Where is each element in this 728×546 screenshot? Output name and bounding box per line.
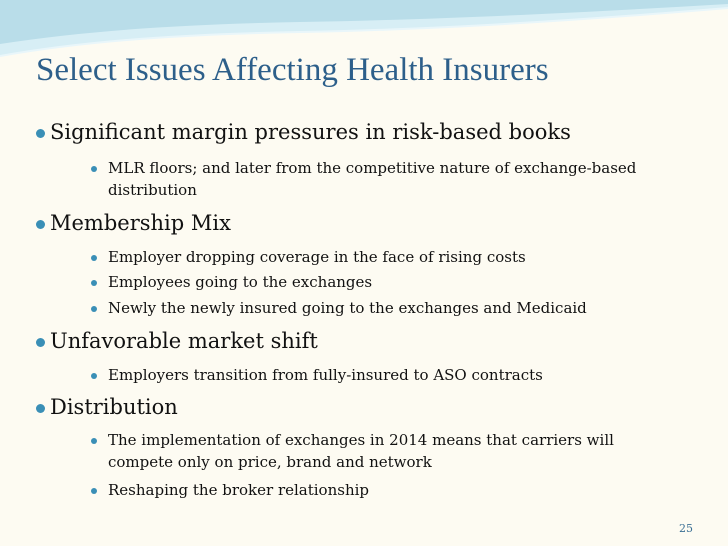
sub-bullet-dot bbox=[91, 488, 97, 494]
sub-bullet-text: MLR floors; and later from the competitive nature of exchange-based distribution bbox=[108, 159, 637, 199]
sub-bullet-dot bbox=[91, 166, 97, 172]
bullet-text: Membership Mix bbox=[50, 211, 231, 235]
bullet-market-shift bbox=[50, 329, 318, 353]
slide-title: Select Issues Affecting Health Insurers bbox=[36, 52, 549, 88]
sub-bullet-broker-relationship bbox=[108, 479, 678, 501]
bullet-text: Distribution bbox=[50, 395, 178, 419]
sub-bullet-text: Employees going to the exchanges bbox=[108, 273, 373, 291]
sub-bullet-text: Employer dropping coverage in the face of rising costs bbox=[108, 248, 526, 266]
sub-bullet-exchanges-2014 bbox=[108, 429, 678, 473]
bullet-dot bbox=[36, 129, 45, 138]
bullet-text: Unfavorable market shift bbox=[50, 329, 318, 353]
bullet-margin-pressures bbox=[50, 120, 571, 144]
bullet-text: Significant margin pressures in risk-based books bbox=[50, 120, 571, 144]
sub-bullet-newly-insured bbox=[108, 297, 678, 319]
sub-bullet-mlr-floors bbox=[108, 157, 678, 201]
page-number: 25 bbox=[679, 522, 693, 535]
bullet-dot bbox=[36, 404, 45, 413]
bullet-distribution bbox=[50, 395, 178, 419]
sub-bullet-dot bbox=[91, 255, 97, 261]
sub-bullet-dot bbox=[91, 373, 97, 379]
sub-bullet-aso-contracts bbox=[108, 364, 678, 386]
sub-bullet-text: Newly the newly insured going to the exchanges and Medicaid bbox=[108, 299, 587, 317]
sub-bullet-employer-dropping bbox=[108, 246, 678, 268]
sub-bullet-text: Reshaping the broker relationship bbox=[108, 481, 370, 499]
sub-bullet-dot bbox=[91, 438, 97, 444]
sub-bullet-text: Employers transition from fully-insured to ASO contracts bbox=[108, 366, 543, 384]
bullet-dot bbox=[36, 338, 45, 347]
bullet-dot bbox=[36, 220, 45, 229]
sub-bullet-dot bbox=[91, 280, 97, 286]
bullet-membership-mix bbox=[50, 211, 231, 235]
sub-bullet-employees-exchanges bbox=[108, 271, 678, 293]
sub-bullet-text: The implementation of exchanges in 2014 means that carriers will compete only on price, brand and network bbox=[108, 431, 614, 471]
sub-bullet-dot bbox=[91, 306, 97, 312]
